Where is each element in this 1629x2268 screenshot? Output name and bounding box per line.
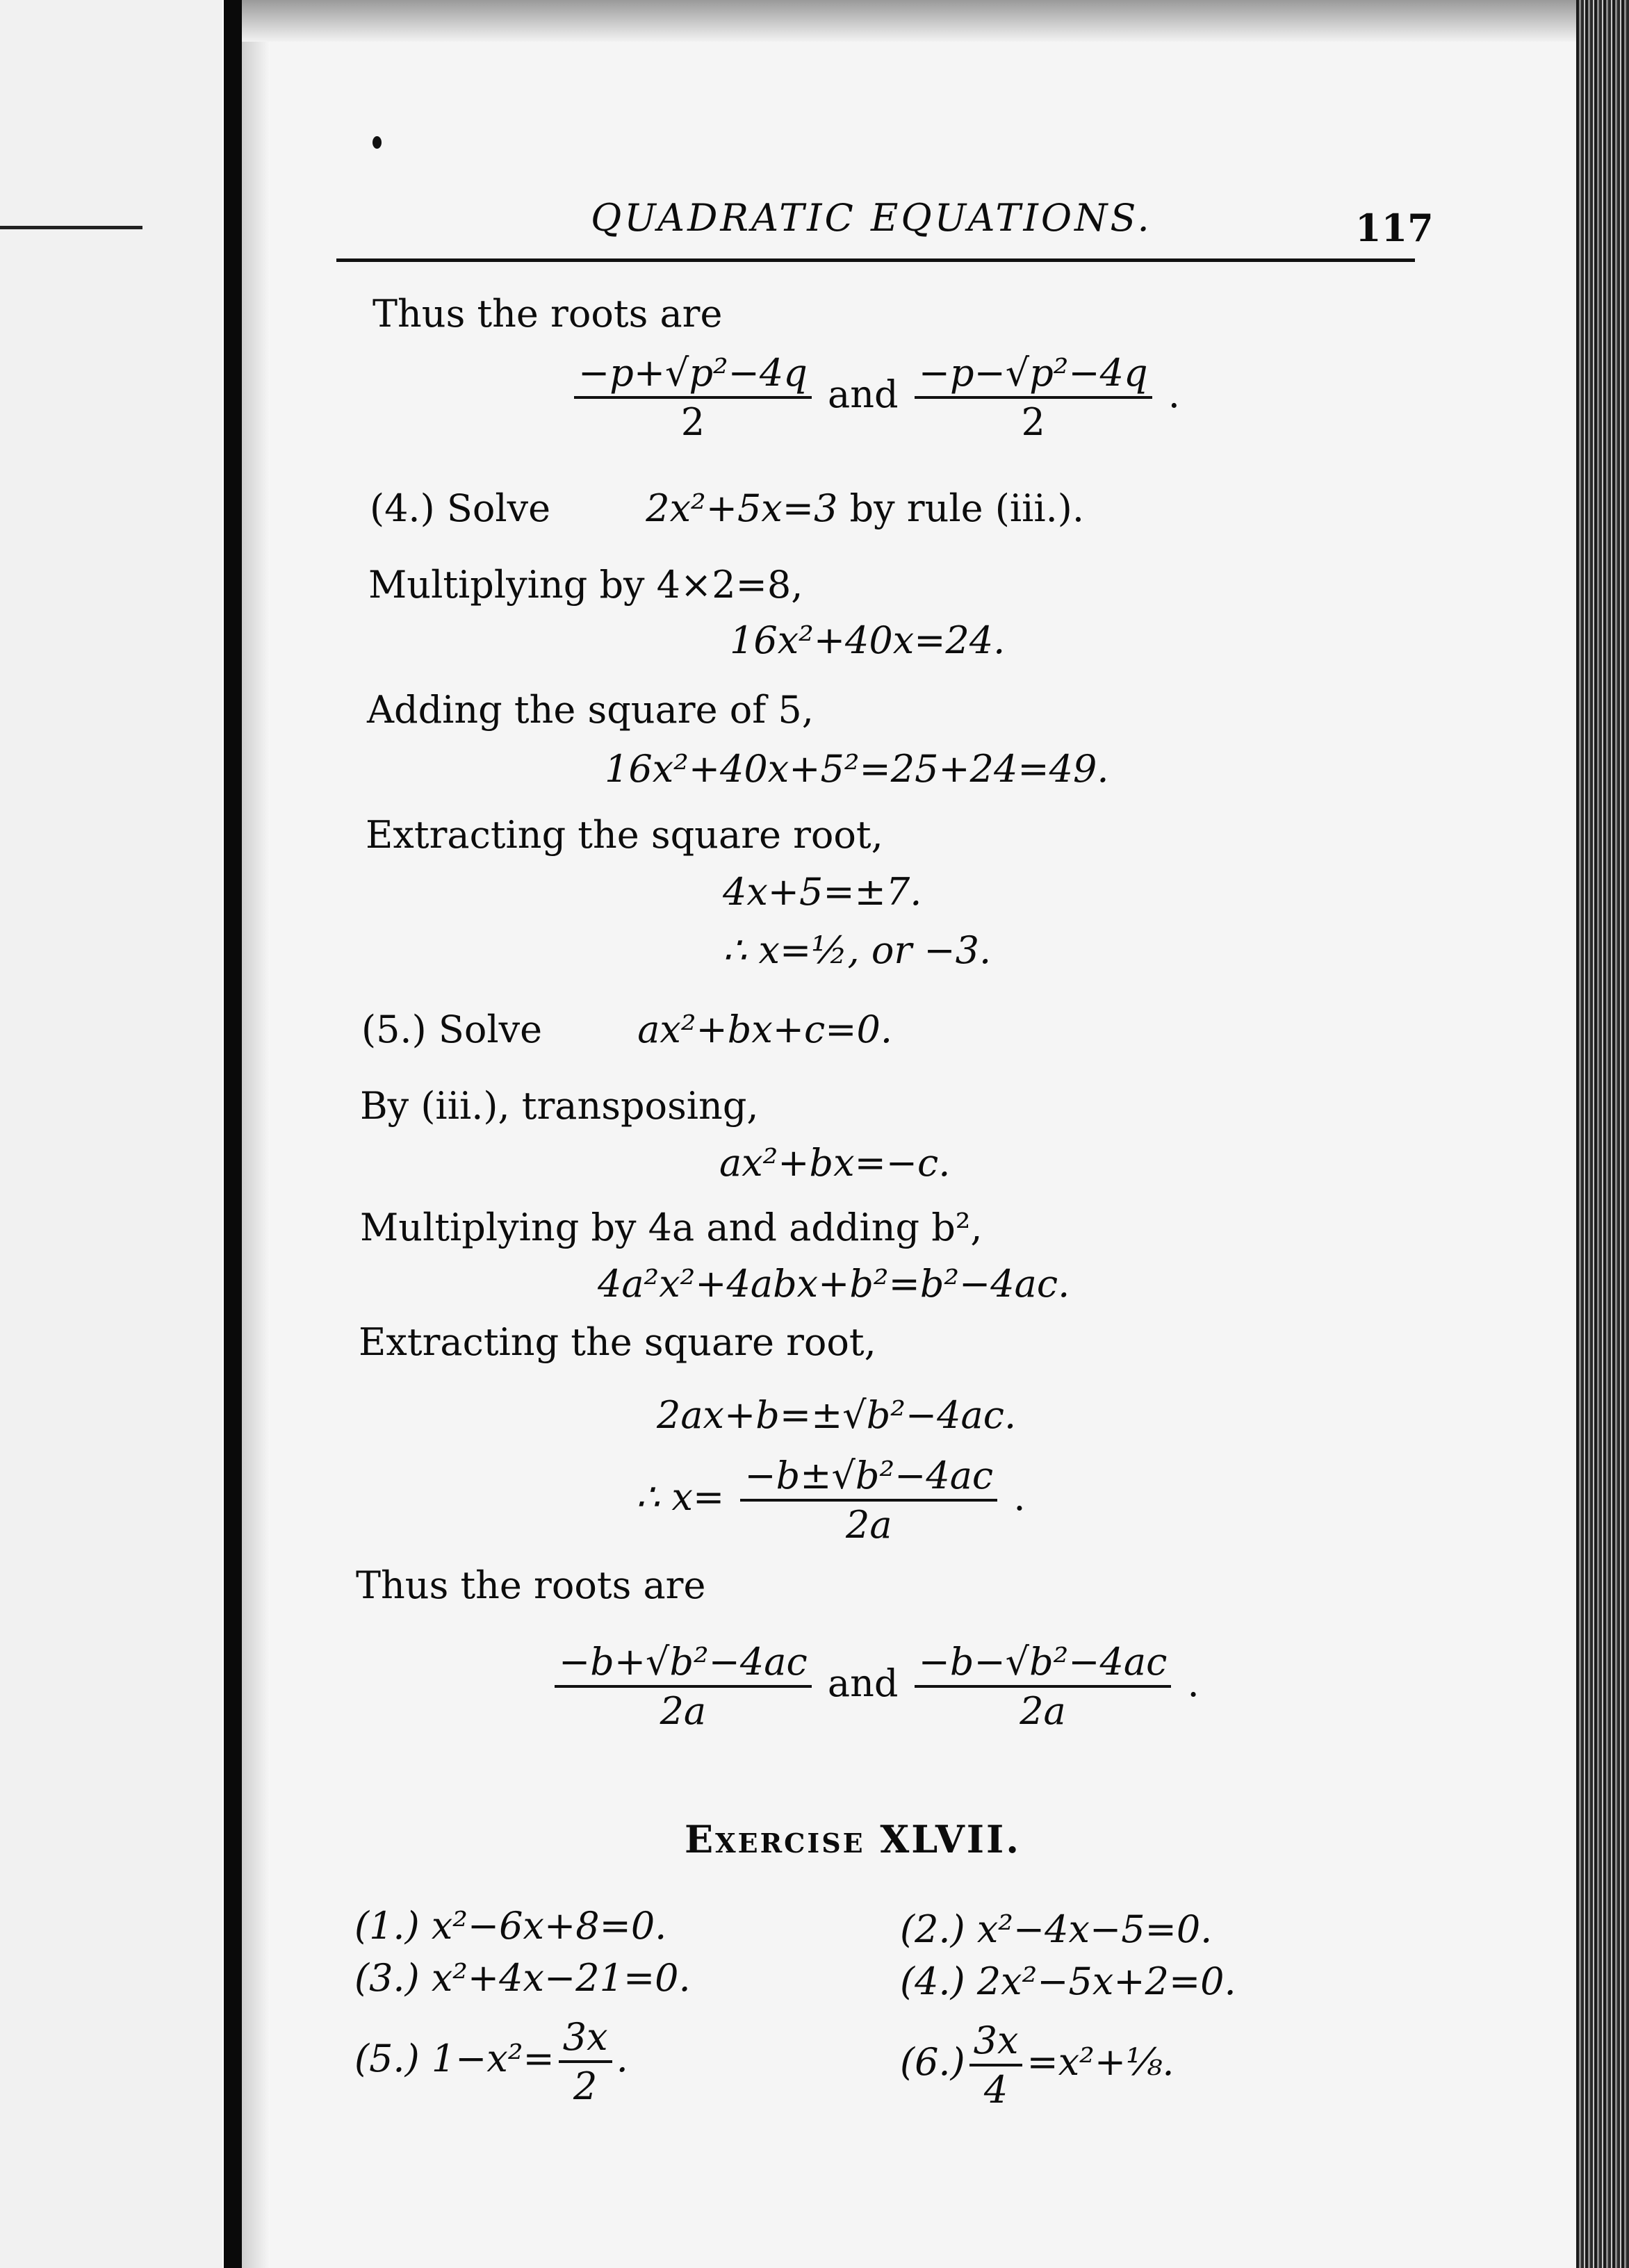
denominator: 2 bbox=[680, 400, 705, 444]
numerator: −p−√p²−4q bbox=[915, 351, 1152, 399]
and-word: and bbox=[827, 1661, 899, 1705]
therefore-x: ∴ x= bbox=[636, 1475, 725, 1519]
and-word: and bbox=[828, 372, 899, 416]
equation: 2x²+5x=3 bbox=[646, 486, 838, 530]
book-binding-edge bbox=[224, 0, 242, 2268]
exercise-item: (3.) x²+4x−21=0. bbox=[354, 1956, 691, 2000]
equation: 4a²x²+4abx+b²=b²−4ac. bbox=[598, 1262, 1070, 1306]
left-page-edge bbox=[0, 0, 222, 2268]
equation-tail: =x²+⅛. bbox=[1026, 2040, 1174, 2084]
equation: 16x²+40x+5²=25+24=49. bbox=[605, 747, 1109, 791]
page-number: 117 bbox=[1355, 206, 1434, 250]
numerator: −b−√b²−4ac bbox=[915, 1640, 1172, 1688]
text-line: Extracting the square root, bbox=[366, 813, 883, 857]
period: . bbox=[1013, 1475, 1026, 1519]
exercise-item: (4.) 2x²−5x+2=0. bbox=[900, 1959, 1236, 2003]
exercise-item: (1.) x²−6x+8=0. bbox=[354, 1904, 667, 1948]
problem-5 bbox=[361, 1008, 892, 1051]
exercise-item: (2.) x²−4x−5=0. bbox=[900, 1907, 1213, 1951]
fraction bbox=[559, 2015, 612, 2108]
period: . bbox=[1168, 372, 1180, 416]
denominator: 2a bbox=[1020, 1689, 1066, 1733]
denominator: 2 bbox=[573, 2064, 598, 2108]
page-stack-edge bbox=[1576, 0, 1629, 2268]
period: . bbox=[1187, 1661, 1200, 1705]
roots-formula bbox=[570, 351, 1180, 444]
fraction bbox=[740, 1454, 997, 1547]
numerator: 3x bbox=[969, 2019, 1023, 2066]
denominator: 2a bbox=[660, 1689, 707, 1733]
equation: ∴ x=½, or −3. bbox=[723, 928, 992, 972]
equation: 4x+5=±7. bbox=[723, 870, 922, 914]
running-header: QUADRATIC EQUATIONS. bbox=[591, 196, 1152, 240]
period: . bbox=[616, 2037, 628, 2080]
fraction bbox=[969, 2019, 1023, 2112]
equation: 16x²+40x=24. bbox=[730, 618, 1006, 662]
denominator: 2a bbox=[845, 1503, 892, 1547]
text-line: Multiplying by 4×2=8, bbox=[368, 563, 803, 607]
fraction bbox=[915, 1640, 1172, 1733]
exercise-item-5 bbox=[354, 2015, 628, 2108]
equation: 2ax+b=±√b²−4ac. bbox=[657, 1393, 1017, 1437]
numerator: 3x bbox=[559, 2015, 612, 2063]
fraction bbox=[555, 1640, 812, 1733]
text-line: Adding the square of 5, bbox=[367, 688, 814, 732]
numerator: −b±√b²−4ac bbox=[740, 1454, 997, 1502]
denominator: 4 bbox=[983, 2068, 1008, 2112]
text-line: Thus the roots are bbox=[373, 292, 723, 336]
text-line: Extracting the square root, bbox=[359, 1320, 876, 1364]
text-line: By (iii.), transposing, bbox=[360, 1084, 759, 1128]
problem-label: (5.) Solve bbox=[361, 1008, 543, 1051]
equation: ax²+bx=−c. bbox=[719, 1141, 951, 1185]
problem-label: (4.) Solve bbox=[370, 486, 551, 530]
exercise-item-6 bbox=[900, 2019, 1174, 2112]
exercise-title: Exercise XLVII. bbox=[685, 1817, 1022, 1862]
ink-dot bbox=[373, 136, 382, 149]
text-line: Multiplying by 4a and adding b², bbox=[360, 1206, 983, 1249]
rule-text: by rule (iii.). bbox=[849, 486, 1085, 530]
fraction bbox=[574, 351, 812, 444]
item-label: (5.) 1−x²= bbox=[354, 2037, 555, 2080]
fraction bbox=[915, 351, 1152, 444]
numerator: −b+√b²−4ac bbox=[555, 1640, 812, 1688]
text-line: Thus the roots are bbox=[356, 1563, 706, 1607]
header-rule bbox=[336, 258, 1415, 262]
roots-formula bbox=[550, 1640, 1200, 1733]
numerator: −p+√p²−4q bbox=[574, 351, 812, 399]
left-page-rule bbox=[0, 226, 142, 229]
item-label: (6.) bbox=[900, 2040, 965, 2084]
solution-formula bbox=[636, 1454, 1025, 1547]
top-shadow bbox=[242, 0, 1576, 42]
problem-4 bbox=[370, 486, 1084, 530]
equation: ax²+bx+c=0. bbox=[637, 1008, 893, 1051]
denominator: 2 bbox=[1021, 400, 1045, 444]
gutter-shadow bbox=[242, 0, 270, 2268]
